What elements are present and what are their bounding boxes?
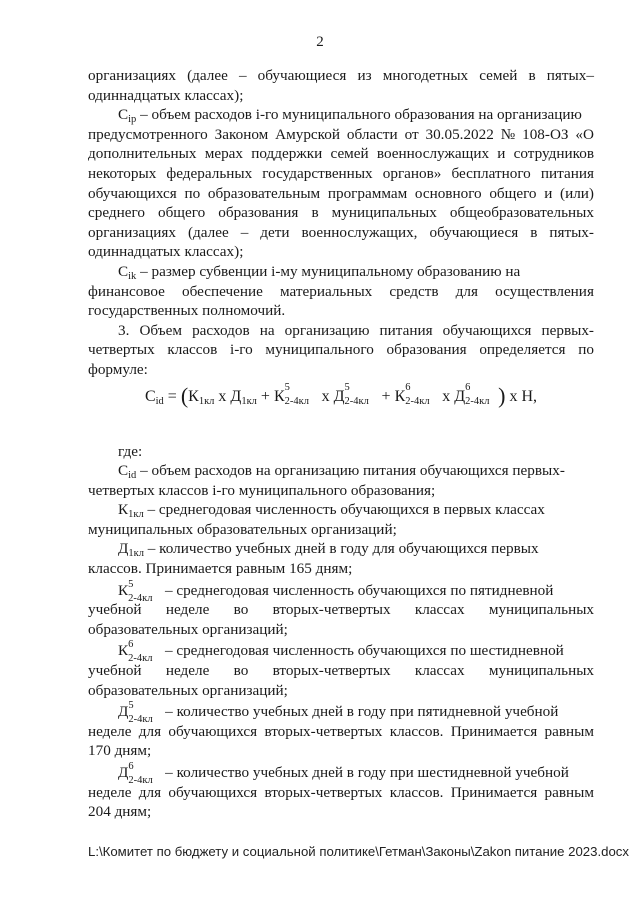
formula xyxy=(88,383,594,409)
word: неделе xyxy=(165,601,210,619)
formula-paren-close: ) xyxy=(498,383,506,408)
formula-times: x xyxy=(438,388,455,405)
symbol: C xyxy=(118,106,129,124)
word: военнослужащих, xyxy=(301,223,418,241)
word: образования xyxy=(218,204,299,222)
formula-times: x xyxy=(317,388,334,405)
word: дети xyxy=(260,223,290,241)
word: организациях xyxy=(88,67,176,84)
word: обучающихся xyxy=(168,722,258,740)
word: семей xyxy=(479,67,518,84)
symbol-subscript: 2-4кл xyxy=(128,592,153,604)
text-fragment: – среднегодовая численность обучающихся по пятидневной xyxy=(164,581,554,599)
word: Принимается xyxy=(450,722,538,740)
formula-times: x xyxy=(214,388,231,405)
footer-file-path: L:\Комитет по бюджету и социальной политике\Гетман\Законы\Zakon питание 2023.docx xyxy=(88,844,629,859)
word: органов» xyxy=(382,164,442,182)
formula-lhs-sub: id xyxy=(155,396,164,407)
symbol xyxy=(118,639,153,665)
text-line xyxy=(88,783,594,803)
word: образовательным xyxy=(207,184,321,202)
text-line xyxy=(88,203,594,223)
word: (далее xyxy=(187,223,229,241)
word: финансовое xyxy=(88,282,165,300)
word: предусмотренного xyxy=(88,125,208,143)
text-line: муниципальных образовательных организаций; xyxy=(88,520,397,538)
word: общеобразовательных xyxy=(449,204,594,222)
text-line: государственных полномочий. xyxy=(88,302,286,320)
word: обучающиеся xyxy=(429,223,519,241)
text-line xyxy=(88,282,594,302)
text-line: формуле: xyxy=(88,360,148,378)
formula-equals: = xyxy=(163,388,181,405)
paragraph-3 xyxy=(88,321,594,380)
paragraph-continuation xyxy=(88,66,594,105)
word: неделе xyxy=(88,722,132,740)
word: и xyxy=(544,184,553,202)
formula-k6-sub: 2-4кл xyxy=(405,396,430,407)
text-line: 170 дням; xyxy=(88,742,152,760)
formula-lhs: C xyxy=(144,388,156,405)
formula-d6 xyxy=(454,382,490,407)
text-fragment: – среднегодовая численность обучающихся по шестидневной xyxy=(164,642,564,660)
word: программам xyxy=(327,184,408,202)
definition-k5 xyxy=(88,578,594,640)
symbol: Д xyxy=(118,540,129,558)
word: неделе xyxy=(165,662,210,680)
word: государственных xyxy=(262,164,373,182)
word: питания xyxy=(379,321,433,339)
word: обучающихся xyxy=(88,184,177,202)
text-line xyxy=(88,125,594,145)
word: осуществления xyxy=(495,282,594,300)
symbol-letter: К xyxy=(118,581,129,599)
symbol-letter: Д xyxy=(118,703,129,721)
formula-plus: + xyxy=(377,388,395,405)
symbol: C xyxy=(118,262,129,280)
symbol-subscript: 1кл xyxy=(128,509,144,521)
word: материальных xyxy=(280,282,373,300)
word: во xyxy=(233,601,249,619)
formula-d5-sup: 5 xyxy=(344,382,350,393)
text-line xyxy=(88,578,594,604)
word: по xyxy=(578,341,594,359)
symbol-subscript: 2-4кл xyxy=(128,653,153,665)
text-line: 204 дням; xyxy=(88,803,152,821)
word: 30.05.2022 xyxy=(425,125,494,143)
word: 108-ОЗ xyxy=(522,125,569,143)
word: бесплатного xyxy=(451,164,531,182)
word: мерах xyxy=(204,145,243,163)
symbol-subscript: id xyxy=(128,470,137,482)
word: Законом xyxy=(214,125,269,143)
word: муниципальных xyxy=(488,662,594,680)
symbol-subscript: 2-4кл xyxy=(128,714,153,726)
word: вторых-четвертых xyxy=(272,662,391,680)
formula-k5-symbol: К xyxy=(273,388,285,405)
text-line: образовательных организаций; xyxy=(88,620,288,638)
word: Принимается xyxy=(450,783,538,801)
word: основного xyxy=(414,184,482,202)
word: для xyxy=(455,282,478,300)
word: в xyxy=(528,67,536,84)
definition-cid xyxy=(88,461,594,500)
definition-d5 xyxy=(88,702,594,761)
formula-k5 xyxy=(273,382,309,407)
word: вторых-четвертых xyxy=(264,783,383,801)
formula-d6-sub: 2-4кл xyxy=(465,396,490,407)
text-line xyxy=(88,661,594,681)
symbol-superscript: 6 xyxy=(128,639,134,651)
page-number: 2 xyxy=(316,34,324,50)
word: Объем xyxy=(139,321,182,339)
text-line xyxy=(88,639,594,665)
word: неделе xyxy=(88,783,132,801)
formula-d1: Д xyxy=(230,388,242,405)
word: и xyxy=(497,145,506,163)
text-line xyxy=(88,500,594,520)
text-line xyxy=(88,262,594,282)
definition-d6 xyxy=(88,763,594,822)
where-label-block xyxy=(88,442,594,462)
word: (далее xyxy=(187,67,228,84)
symbol-letter: К xyxy=(118,642,129,660)
word: муниципальных xyxy=(488,601,594,619)
text-fragment: – количество учебных дней в году для обучающихся первых xyxy=(147,540,539,558)
formula-d6-sup: 6 xyxy=(465,382,471,393)
word: многодетных xyxy=(382,67,469,84)
word: (или) xyxy=(560,184,594,202)
text-line xyxy=(88,340,594,360)
symbol xyxy=(118,700,153,726)
word: вторых-четвертых xyxy=(264,722,383,740)
text-fragment: – количество учебных дней в году при шестидневной учебной xyxy=(165,764,569,781)
word: классах xyxy=(414,601,465,619)
word: общего xyxy=(489,184,537,202)
word: образования xyxy=(386,341,467,359)
word: – xyxy=(238,67,247,84)
where-label: где: xyxy=(118,442,143,460)
formula-d5 xyxy=(333,382,369,407)
formula-d1-sub: 1кл xyxy=(241,396,257,407)
word: 3. xyxy=(118,321,130,339)
word: пятых– xyxy=(546,67,594,84)
word: военнослужащих xyxy=(376,145,490,163)
word: пятых- xyxy=(549,223,594,241)
word: обучающихся xyxy=(442,321,532,339)
word: «О xyxy=(575,125,594,143)
word: в xyxy=(311,204,319,222)
formula-d5-symbol: Д xyxy=(333,388,345,405)
word: муниципальных xyxy=(331,204,437,222)
word: классов. xyxy=(389,722,444,740)
document-body xyxy=(88,66,594,822)
word: питания xyxy=(540,164,594,182)
definition-cip xyxy=(88,105,594,262)
text-line xyxy=(88,164,594,184)
symbol-superscript: 5 xyxy=(128,700,134,712)
word: общего xyxy=(157,204,206,222)
symbol xyxy=(118,578,153,604)
word: расходов xyxy=(192,321,250,339)
formula-paren-open: ( xyxy=(180,383,189,408)
word: сотрудников xyxy=(513,145,594,163)
word: вторых-четвертых xyxy=(272,601,391,619)
text-fragment: – объем расходов i-го муниципального образования на организацию xyxy=(140,106,582,124)
text-line: одиннадцатых классах); xyxy=(88,86,244,104)
symbol-superscript: 5 xyxy=(128,578,134,590)
text-line xyxy=(88,184,594,204)
word: определяется xyxy=(479,341,566,359)
word: семей xyxy=(330,145,369,163)
formula-k6-sup: 6 xyxy=(405,382,411,393)
symbol-letter: Д xyxy=(118,764,129,781)
word: муниципального xyxy=(265,341,374,359)
text-line: четвертых классов i-го муниципального образования; xyxy=(88,481,436,499)
definition-d1 xyxy=(88,539,594,578)
symbol: C xyxy=(118,462,129,480)
formula-d6-symbol: Д xyxy=(454,388,466,405)
formula-d5-sub: 2-4кл xyxy=(344,396,369,407)
word: организациях xyxy=(88,223,176,241)
text-line xyxy=(88,722,594,742)
word: из xyxy=(357,67,372,84)
symbol xyxy=(118,761,153,786)
word: равным xyxy=(544,783,594,801)
word: федеральных xyxy=(166,164,253,182)
word: дополнительных xyxy=(88,145,197,163)
definition-cik xyxy=(88,262,594,321)
definition-k6 xyxy=(88,641,594,700)
word: № xyxy=(500,125,516,143)
text-fragment: – среднегодовая численность обучающихся в первых классах xyxy=(147,501,545,519)
text-line: классов. Принимается равным 165 дням; xyxy=(88,560,353,578)
text-line xyxy=(88,144,594,164)
word: среднего xyxy=(88,204,145,222)
text-fragment: – количество учебных дней в году при пятидневной учебной xyxy=(165,703,559,721)
word: поддержки xyxy=(251,145,323,163)
word: учебной xyxy=(88,662,142,680)
word: классов xyxy=(167,341,218,359)
formula-k6-symbol: К xyxy=(394,388,406,405)
word: обучающихся xyxy=(168,783,258,801)
word: четвертых xyxy=(88,341,155,359)
text-fragment: – объем расходов на организацию питания обучающихся первых- xyxy=(140,462,565,480)
text-line xyxy=(88,761,594,786)
text-line xyxy=(88,223,594,243)
word: по xyxy=(184,184,201,202)
word: Амурской xyxy=(275,125,340,143)
symbol-subscript: ik xyxy=(128,270,137,282)
text-line xyxy=(88,539,594,559)
word: для xyxy=(138,722,162,740)
word: классов. xyxy=(389,783,444,801)
word: для xyxy=(138,783,162,801)
symbol-superscript: 6 xyxy=(128,761,134,772)
word: обеспечение xyxy=(182,282,263,300)
formula-k1: К xyxy=(188,388,199,405)
word: i-го xyxy=(230,341,253,359)
symbol-subscript: 2-4кл xyxy=(128,775,153,786)
word: учебной xyxy=(88,601,142,619)
symbol-subscript: 1кл xyxy=(128,548,144,560)
text-line: образовательных организаций; xyxy=(88,681,288,699)
word: организацию xyxy=(284,321,370,339)
word: равным xyxy=(544,722,594,740)
text-line xyxy=(88,105,594,125)
definition-k1 xyxy=(88,500,594,539)
word: обучающиеся xyxy=(257,67,347,84)
word: во xyxy=(233,662,249,680)
word: некоторых xyxy=(88,164,157,182)
text-line xyxy=(88,461,594,481)
symbol: К xyxy=(118,501,129,519)
formula-plus: + xyxy=(256,388,274,405)
word: области xyxy=(346,125,398,143)
word: на xyxy=(259,321,275,339)
text-line xyxy=(88,66,594,86)
text-line: одиннадцатых классах); xyxy=(88,243,244,261)
word: от xyxy=(404,125,419,143)
text-line xyxy=(88,700,594,726)
word: классах xyxy=(414,662,465,680)
symbol-subscript: ip xyxy=(128,114,137,126)
formula-k6 xyxy=(394,382,430,407)
text-line xyxy=(88,321,594,341)
word: первых- xyxy=(541,321,594,339)
word: в xyxy=(530,223,538,241)
formula-tail: x Н, xyxy=(505,388,538,405)
text-fragment: – размер субвенции i-му муниципальному образованию на xyxy=(140,262,521,280)
word: – xyxy=(240,223,249,241)
word: средств xyxy=(389,282,439,300)
formula-k1-sub: 1кл xyxy=(198,396,215,407)
text-line xyxy=(88,600,594,620)
formula-k5-sub: 2-4кл xyxy=(284,396,309,407)
formula-k5-sup: 5 xyxy=(284,382,290,393)
